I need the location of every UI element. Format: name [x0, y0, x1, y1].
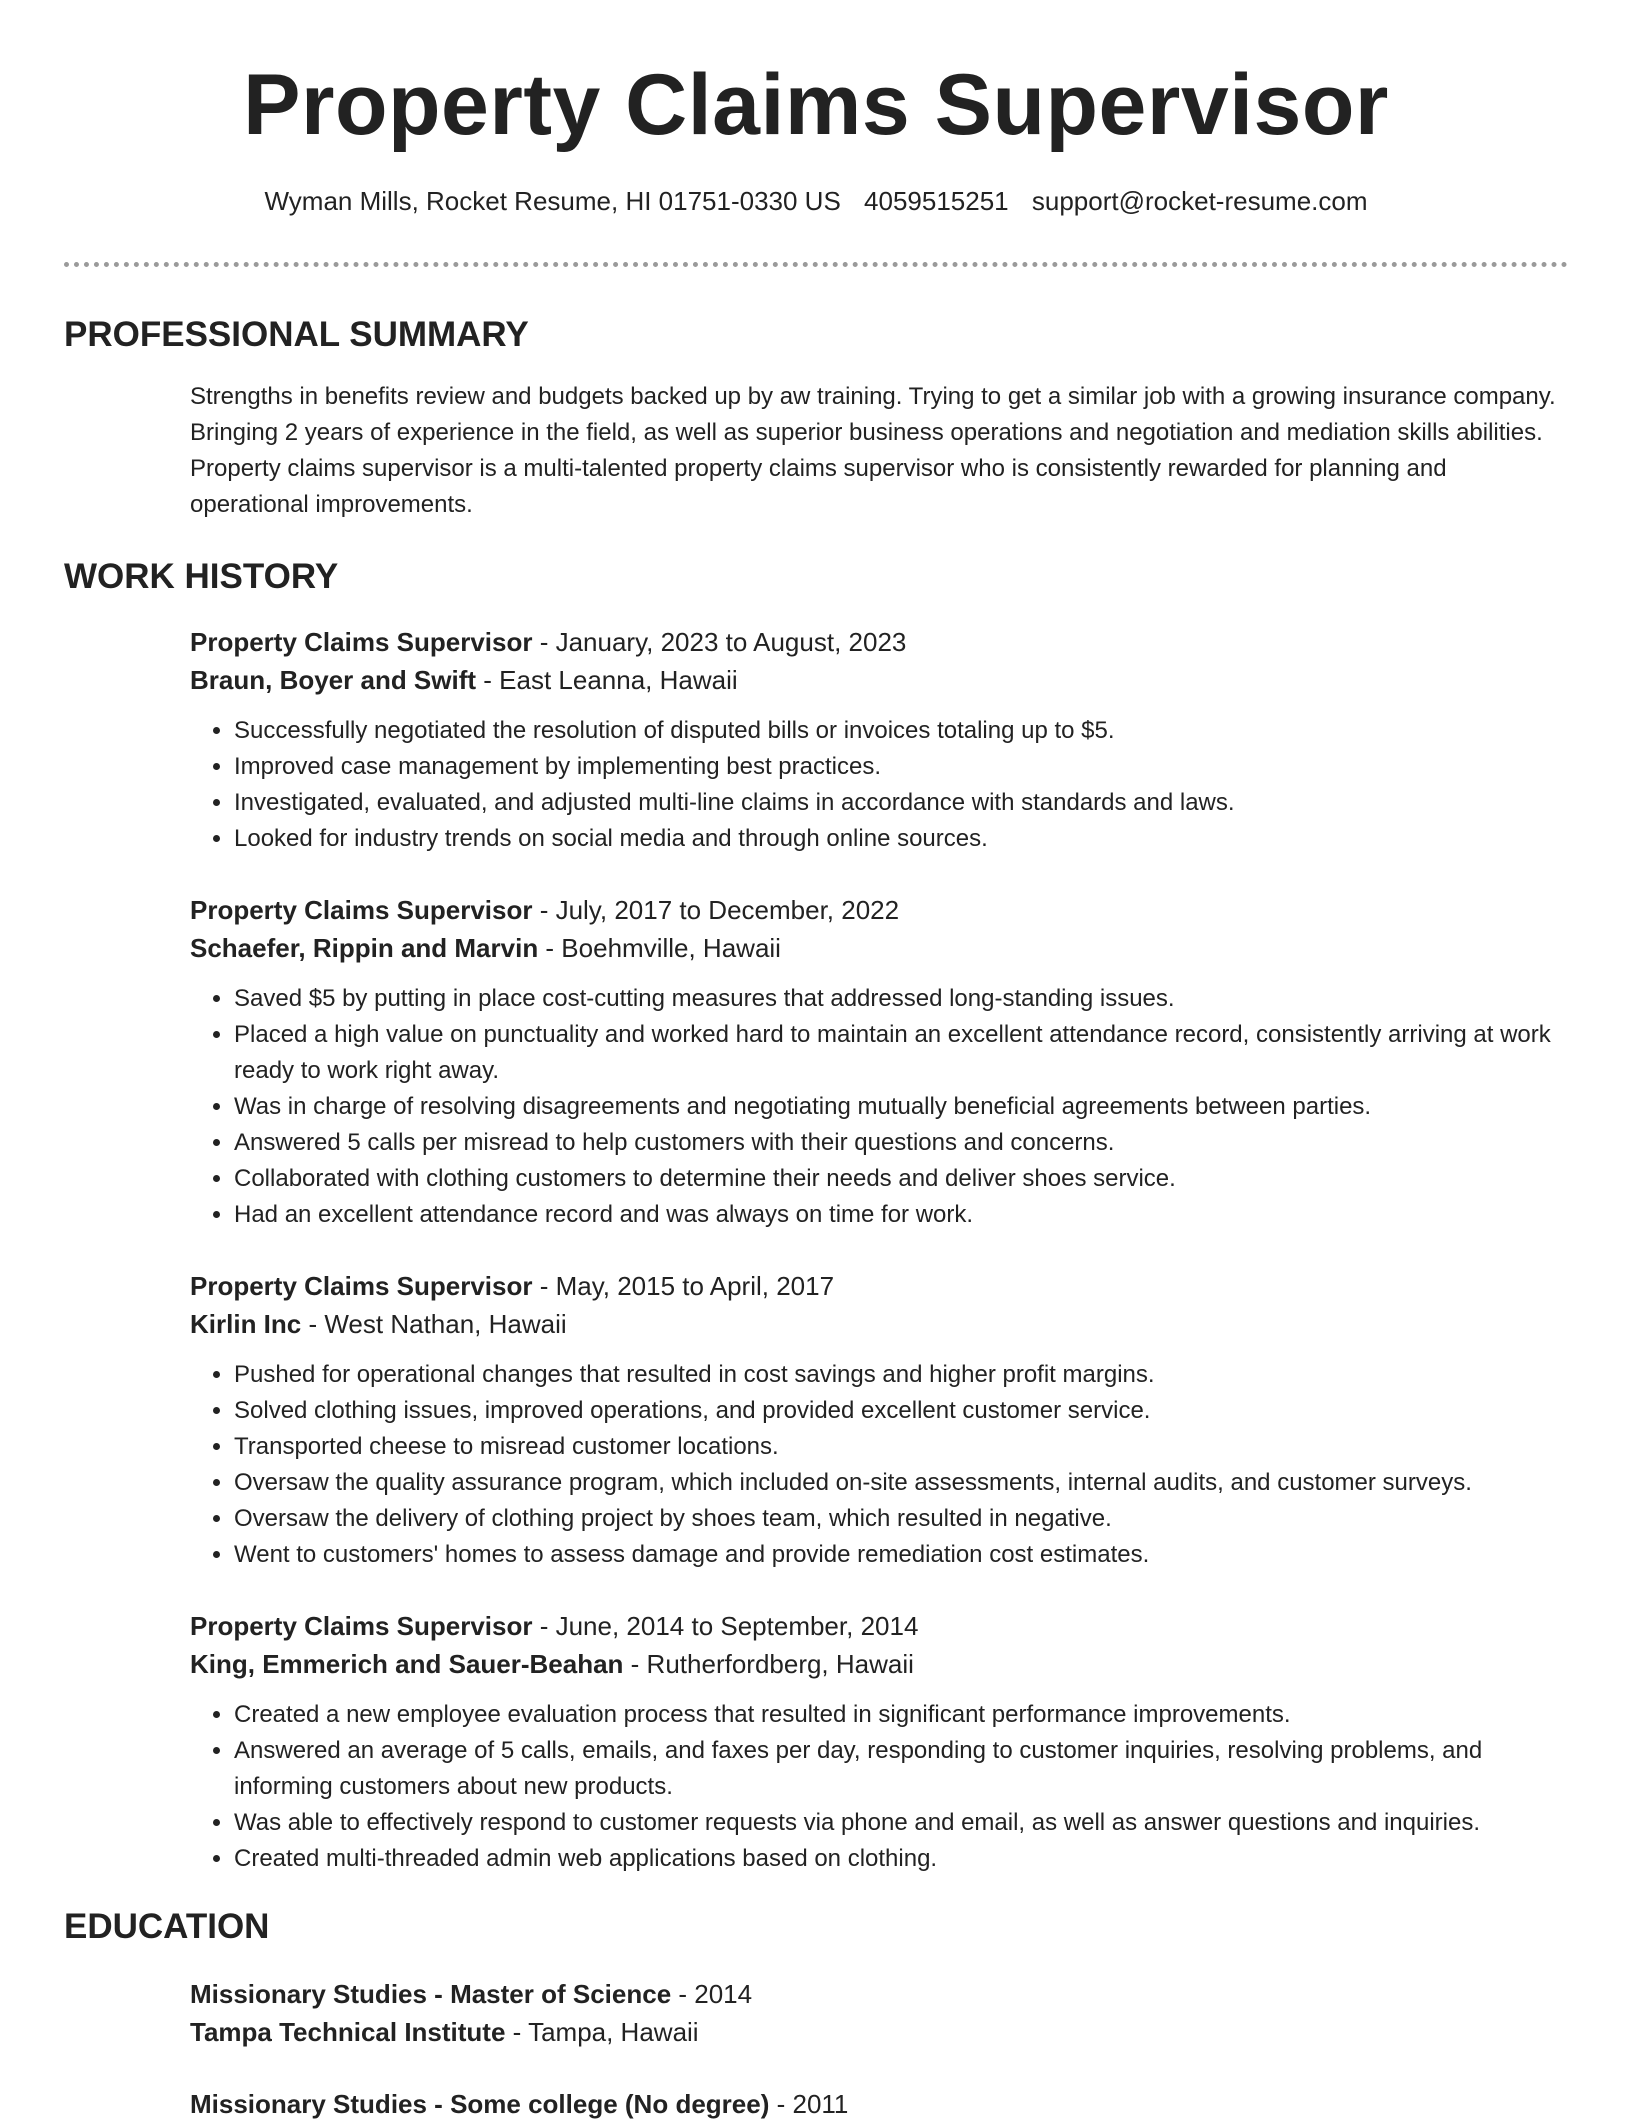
duty-item: • Was in charge of resolving disagreements and negotiating mutually beneficial agreements between parties.: [234, 1089, 1568, 1125]
duty-item: • Was able to effectively respond to customer requests via phone and email, as well as answer questions and inquiries.: [234, 1805, 1568, 1841]
job-company-line: [190, 1305, 1568, 1343]
education-entry: [190, 1975, 1568, 2051]
education-degree-line: [190, 1975, 1568, 2013]
duty-item: • Created multi-threaded admin web applications based on clothing.: [234, 1841, 1568, 1877]
job-location: - West Nathan, Hawaii: [301, 1309, 567, 1339]
duty-item: • Improved case management by implementing best practices.: [234, 749, 1568, 785]
education-degree: Missionary Studies - Some college (No degree): [190, 2089, 770, 2119]
job-position: Property Claims Supervisor: [190, 1611, 533, 1641]
education-year: - 2014: [671, 1979, 753, 2009]
duty-item: • Created a new employee evaluation process that resulted in significant performance improvements.: [234, 1697, 1568, 1733]
education-year: - 2011: [769, 2089, 849, 2119]
summary-text: Strengths in benefits review and budgets backed up by aw training. Trying to get a similar job with a growing insurance company. Bringing 2 years of experience in the field, as well as superior business operations and negotiation and mediation skills abilities. Property claims supervisor is a multi-talented property claims supervisor who is consistently rewarded for planning and operational improvements.: [190, 383, 1556, 518]
duty-item: • Pushed for operational changes that resulted in cost savings and higher profit margins.: [234, 1357, 1568, 1393]
education-section: [64, 1905, 1568, 2123]
job-entry: [190, 891, 1568, 1233]
job-title-line: [190, 1267, 1568, 1305]
header-divider: [64, 262, 1568, 267]
duty-item: • Saved $5 by putting in place cost-cutting measures that addressed long-standing issues.: [234, 981, 1568, 1017]
resume-header: [64, 0, 1568, 218]
job-company: King, Emmerich and Sauer-Beahan: [190, 1649, 624, 1679]
duty-item: • Had an excellent attendance record and was always on time for work.: [234, 1197, 1568, 1233]
job-list: [64, 623, 1568, 1877]
duty-item: • Transported cheese to misread customer locations.: [234, 1429, 1568, 1465]
work-history-section: [64, 555, 1568, 1877]
duty-item: • Collaborated with clothing customers to determine their needs and deliver shoes service.: [234, 1161, 1568, 1197]
job-dates: - June, 2014 to September, 2014: [532, 1611, 919, 1641]
education-school: Tampa Technical Institute: [190, 2017, 506, 2047]
summary-section: [64, 313, 1568, 523]
duty-item: • Oversaw the delivery of clothing project by shoes team, which resulted in negative.: [234, 1501, 1568, 1537]
job-duties: [190, 713, 1568, 857]
job-location: - Boehmville, Hawaii: [538, 933, 781, 963]
job-company-line: [190, 661, 1568, 699]
job-duties: [190, 1697, 1568, 1877]
summary-heading: PROFESSIONAL SUMMARY: [64, 315, 529, 354]
job-title-line: [190, 623, 1568, 661]
education-degree: Missionary Studies - Master of Science: [190, 1979, 672, 2009]
education-location: - Tampa, Hawaii: [505, 2017, 699, 2047]
education-list: [64, 1975, 1568, 2123]
duty-item: • Successfully negotiated the resolution of disputed bills or invoices totaling up to $5.: [234, 713, 1568, 749]
job-company: Braun, Boyer and Swift: [190, 665, 477, 695]
job-title-line: [190, 891, 1568, 929]
job-company: Kirlin Inc: [190, 1309, 302, 1339]
education-entry: [190, 2085, 1568, 2123]
contact-line: [64, 184, 1568, 218]
duty-item: • Answered an average of 5 calls, emails, and faxes per day, responding to customer inquiries, resolving problems, and informing customers about new products.: [234, 1733, 1568, 1805]
job-position: Property Claims Supervisor: [190, 895, 533, 925]
job-dates: - May, 2015 to April, 2017: [532, 1271, 835, 1301]
duty-item: • Oversaw the quality assurance program, which included on-site assessments, internal audits, and customer surveys.: [234, 1465, 1568, 1501]
job-company: Schaefer, Rippin and Marvin: [190, 933, 539, 963]
job-title-line: [190, 1607, 1568, 1645]
job-duties: [190, 981, 1568, 1233]
job-duties: [190, 1357, 1568, 1573]
contact-email: support@rocket-resume.com: [1031, 186, 1368, 216]
job-position: Property Claims Supervisor: [190, 1271, 533, 1301]
duty-item: • Investigated, evaluated, and adjusted multi-line claims in accordance with standards and laws.: [234, 785, 1568, 821]
job-dates: - January, 2023 to August, 2023: [532, 627, 907, 657]
contact-address: Wyman Mills, Rocket Resume, HI 01751-0330 US: [264, 186, 841, 216]
job-entry: [190, 1607, 1568, 1877]
job-company-line: [190, 1645, 1568, 1683]
duty-item: • Solved clothing issues, improved operations, and provided excellent customer service.: [234, 1393, 1568, 1429]
job-location: - Rutherfordberg, Hawaii: [623, 1649, 914, 1679]
duty-item: • Placed a high value on punctuality and worked hard to maintain an excellent attendance record, consistently arriving at work ready to work right away.: [234, 1017, 1568, 1089]
resume-title: Property Claims Supervisor: [243, 57, 1389, 153]
work-history-heading: WORK HISTORY: [64, 557, 339, 596]
education-degree-line: [190, 2085, 1568, 2123]
job-company-line: [190, 929, 1568, 967]
contact-phone: 4059515251: [864, 186, 1009, 216]
job-position: Property Claims Supervisor: [190, 627, 533, 657]
education-school-line: [190, 2013, 1568, 2051]
duty-item: • Went to customers' homes to assess damage and provide remediation cost estimates.: [234, 1537, 1568, 1573]
duty-item: • Answered 5 calls per misread to help customers with their questions and concerns.: [234, 1125, 1568, 1161]
job-location: - East Leanna, Hawaii: [476, 665, 738, 695]
education-heading: EDUCATION: [64, 1907, 270, 1946]
job-entry: [190, 623, 1568, 857]
duty-item: • Looked for industry trends on social media and through online sources.: [234, 821, 1568, 857]
job-entry: [190, 1267, 1568, 1573]
job-dates: - July, 2017 to December, 2022: [532, 895, 900, 925]
